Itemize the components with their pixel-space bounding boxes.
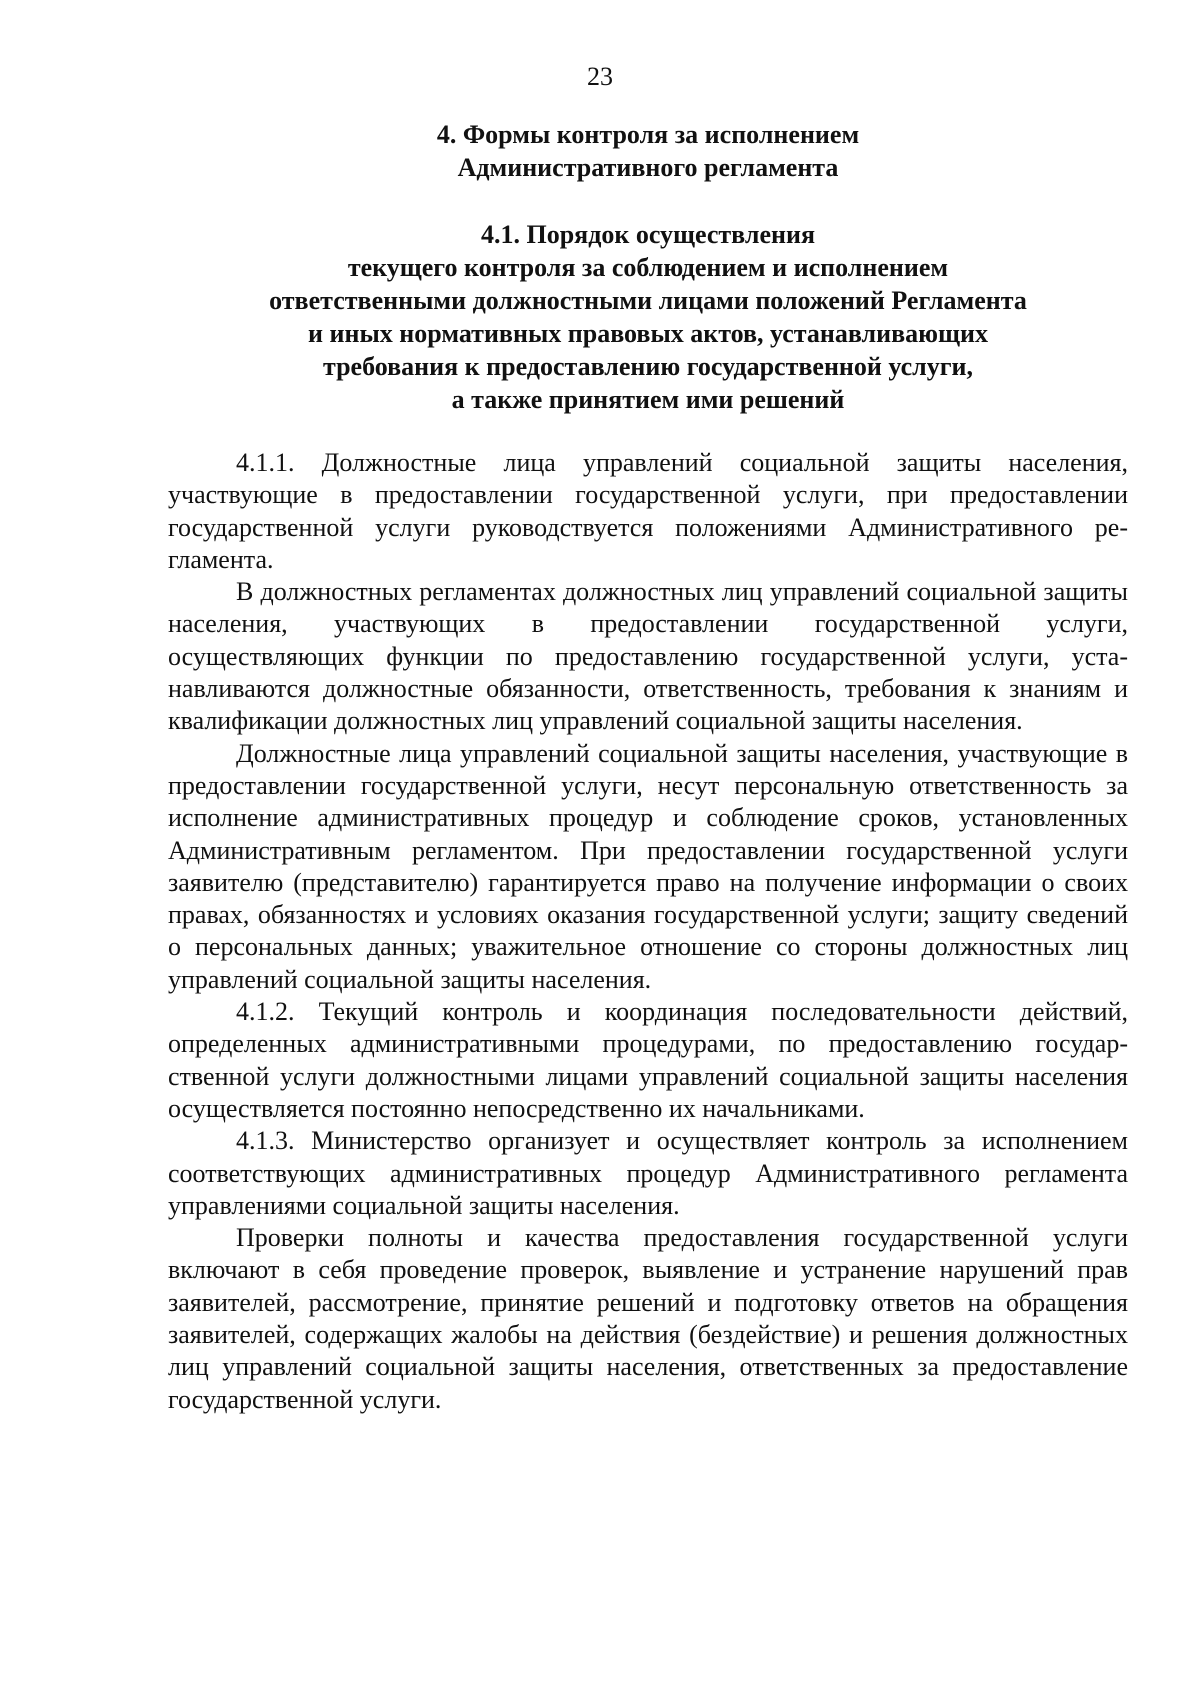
subsection-heading <box>168 218 1128 416</box>
subsection-heading-line: 4.1. Порядок осуществления <box>480 220 816 249</box>
subsection-heading-line: ответственными должностными лицами положений Регламента <box>269 286 1027 315</box>
subsection-heading-line: требования к предоставлению государственной услуги, <box>323 352 973 381</box>
subsection-heading-line: текущего контроля за соблюдением и исполнением <box>347 253 949 282</box>
paragraph: Должностные лица управлений социальной защиты населения, участвующие в предоставлении государственной услуги, несут персональную ответственность за исполнение административных процедур и соблюдение сроков, установленных Административным регламентом. При предоставлении государственной услуги заявителю (представителю) гарантируется право на получение информации о своих правах, обязанностях и условиях оказания государственной услуги; защиту сведений о персональных данных; уважительное отношение со стороны должностных лиц управлений социальной защиты населения. <box>168 738 1128 994</box>
page-number: 23 <box>587 62 613 91</box>
section-heading <box>168 118 1128 184</box>
subsection-heading-line: и иных нормативных правовых актов, устанавливающих <box>308 319 988 348</box>
body-text <box>168 447 1128 1416</box>
section-heading-line: 4. Формы контроля за исполнением <box>436 120 860 149</box>
paragraph: 4.1.2. Текущий контроль и координация последовательности действий, определенных административными процедурами, по предоставлению государственной услуги должностными лицами управлений социальной защиты населения осуществляется постоянно непосредственно их начальниками. <box>168 997 1128 1123</box>
paragraph: 4.1.3. Министерство организует и осуществляет контроль за исполнением соответствующих административных процедур Административного регламента управлениями социальной защиты населения. <box>168 1126 1128 1220</box>
subsection-heading-line: а также принятием ими решений <box>451 385 845 414</box>
paragraph: В должностных регламентах должностных лиц управлений социальной защиты населения, участвующих в предоставлении государственной услуги, осуществляющих функции по предоставлению государственной услуги, устанавливаются должностные обязанности, ответственность, требования к знаниям и квалификации должностных лиц управлений социальной защиты населения. <box>168 577 1128 736</box>
section-heading-line: Административного регламента <box>457 153 839 182</box>
paragraph: Проверки полноты и качества предоставления государственной услуги включают в себя проведение проверок, выявление и устранение нарушений прав заявителей, рассмотрение, принятие решений и подготовку ответов на обращения заявителей, содержащих жалобы на действия (бездействие) и решения должностных лиц управлений социальной защиты населения, ответственных за предоставление государственной услуги. <box>168 1223 1128 1414</box>
paragraph: 4.1.1. Должностные лица управлений социальной защиты населения, участвующие в предоставлении государственной услуги, при предоставлении государственной услуги руководствуется положениями Административного регламента. <box>168 448 1128 574</box>
